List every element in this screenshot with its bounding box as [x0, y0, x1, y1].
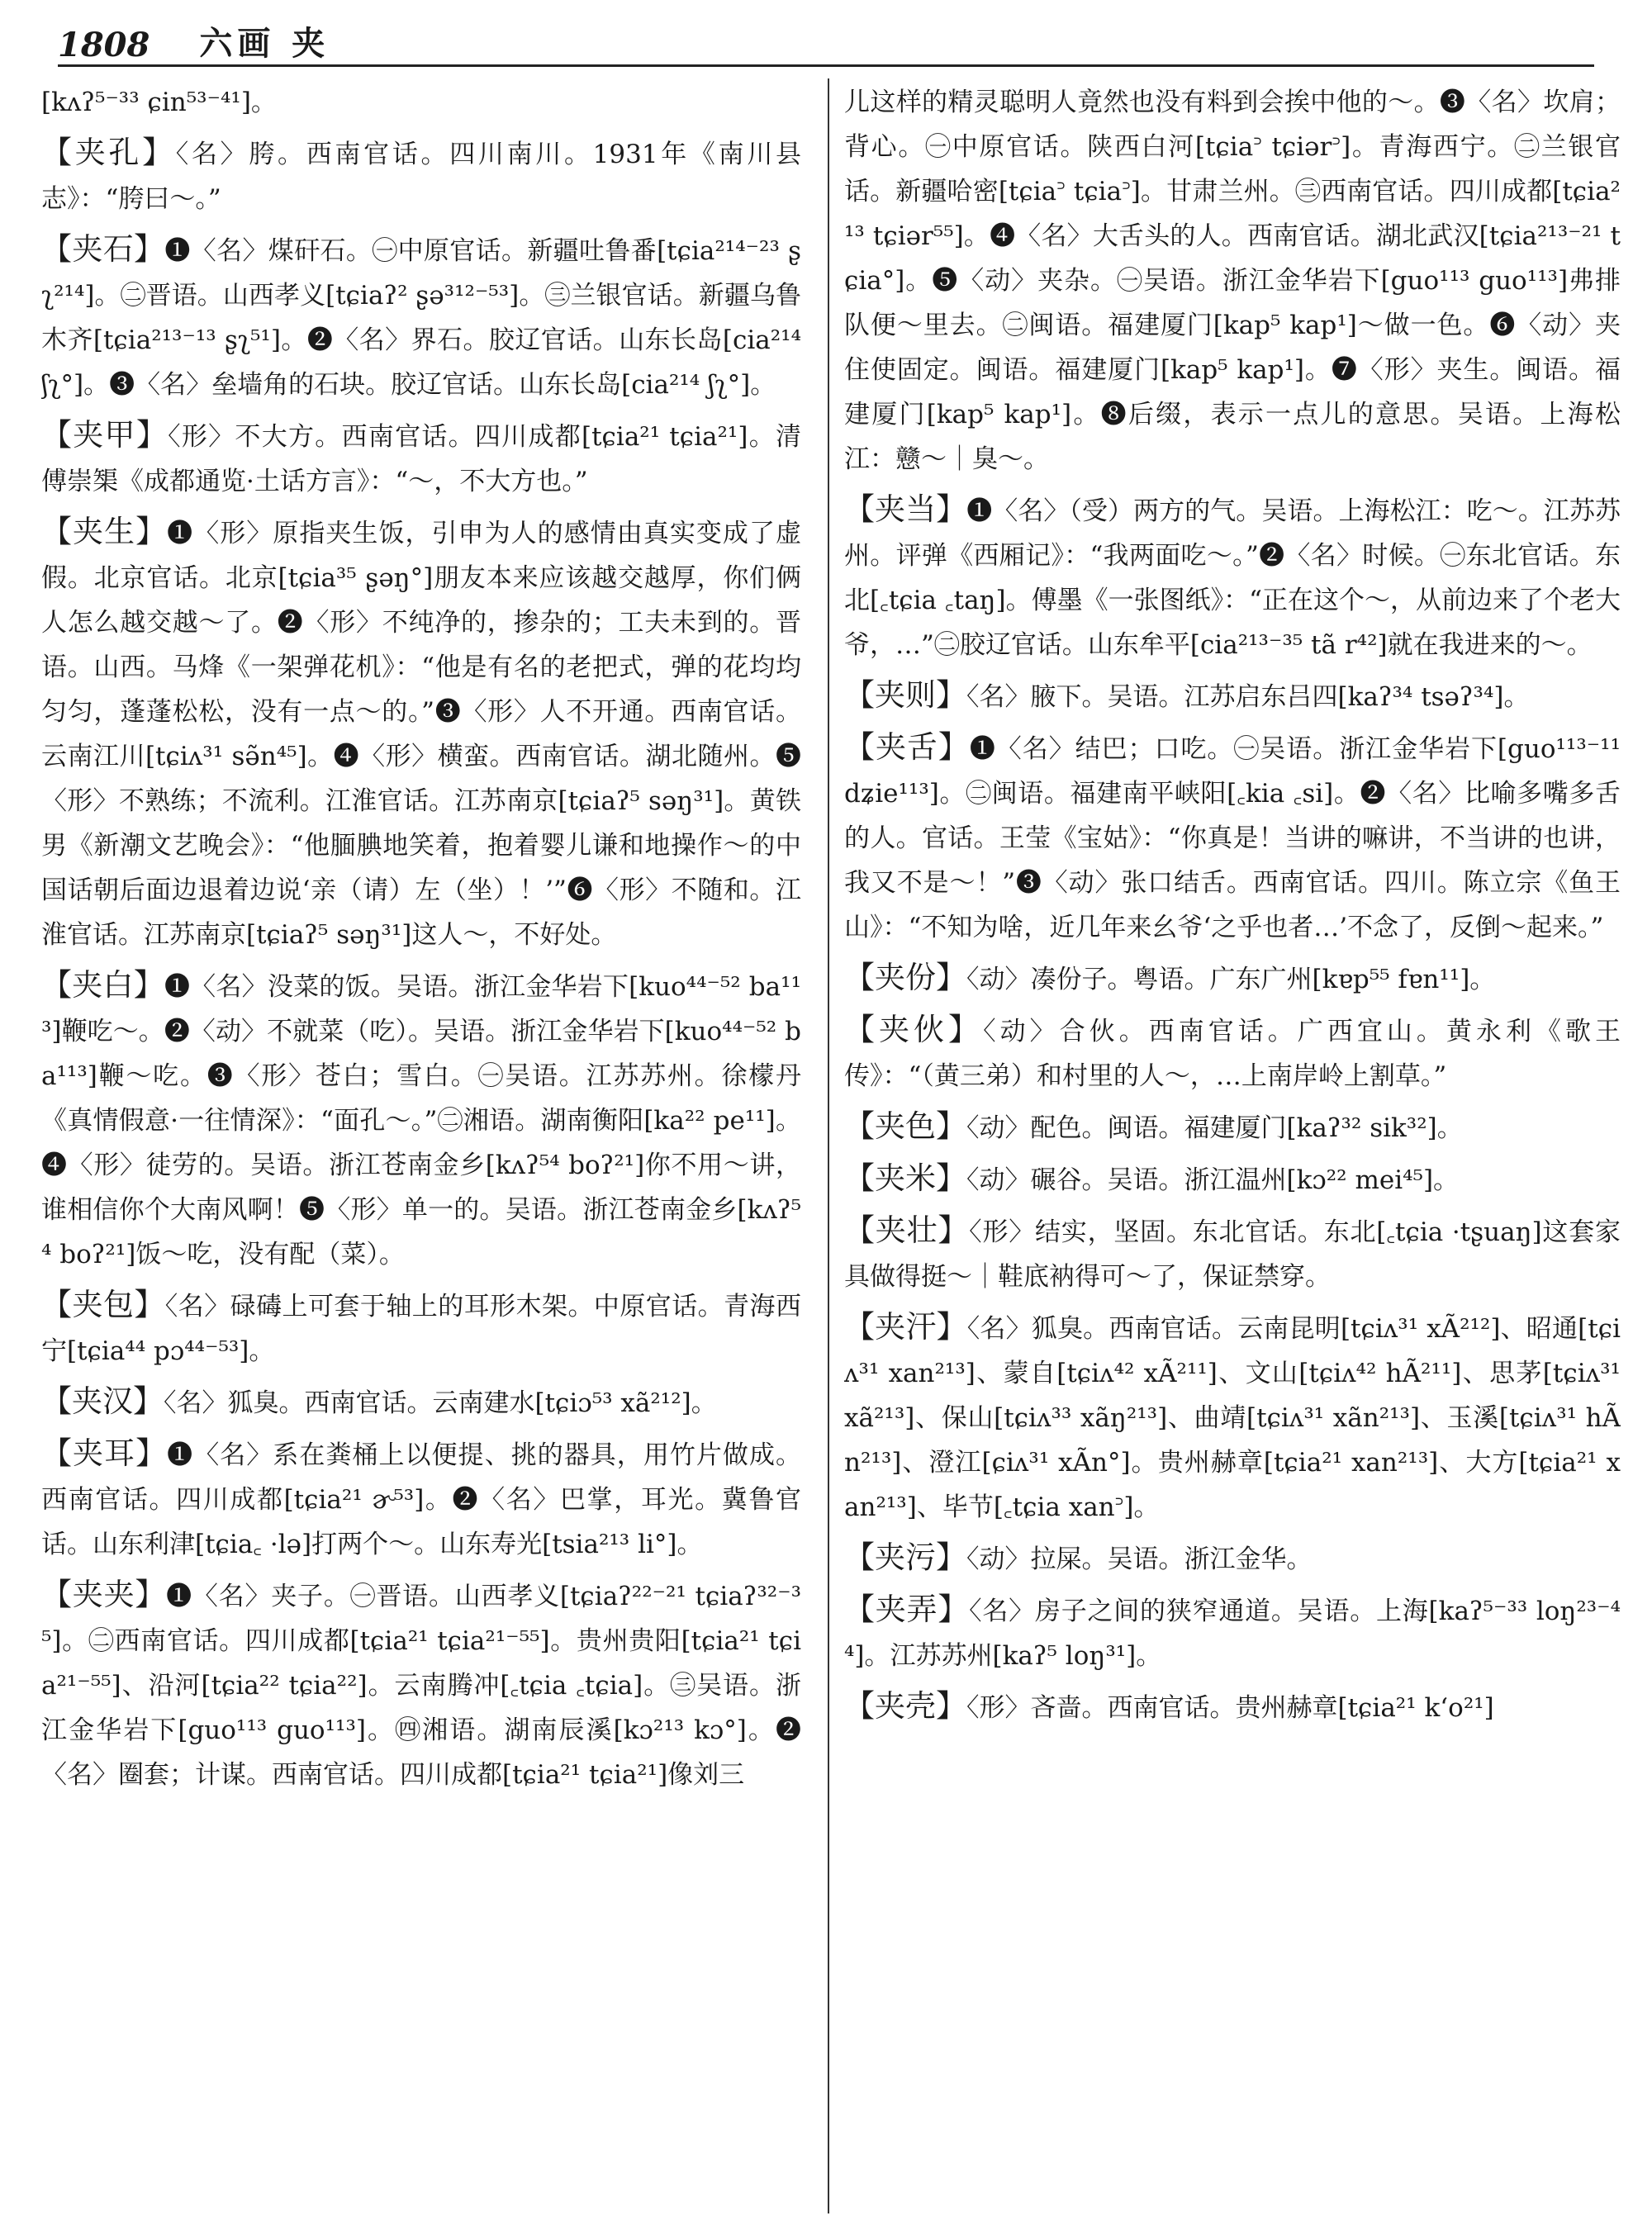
headword: 【夹汉】	[41, 1383, 164, 1419]
dictionary-entry	[41, 413, 801, 504]
dictionary-entry	[844, 1208, 1621, 1299]
entry-definition: 〈名〉狐臭。西南官话。云南建水[tɕiɔ⁵³ xã²¹²]。	[164, 1388, 717, 1418]
entry-definition: ❶〈名〉没菜的饭。吴语。浙江金华岩下[kuo⁴⁴⁻⁵² ba¹¹³]鞭吃～。❷〈动〉不就菜（吃）。吴语。浙江金华岩下[kuo⁴⁴⁻⁵² ba¹¹³]鞭～吃。❸〈形〉苍白；雪白。㊀吴语。江苏苏州。徐檬丹《真情假意·一往情深》：“面孔～。”㊁湘语。湖南衡阳[ka²² pe¹¹]。❹〈形〉徒劳的。吴语。浙江苍南金乡[kʌʔ⁵⁴ boʔ²¹]你不用～讲，谁相信你个大南风啊！❺〈形〉单一的。吴语。浙江苍南金乡[kʌʔ⁵⁴ boʔ²¹]饭～吃，没有配（菜）。	[41, 972, 801, 1269]
running-head: 六画 夹	[199, 24, 330, 63]
entry-definition: 〈名〉房子之间的狭窄通道。吴语。上海[kaʔ⁵⁻³³ loŋ²³⁻⁴⁴]。江苏苏州[kaʔ⁵ loŋ³¹]。	[844, 1597, 1621, 1671]
entry-definition: 〈名〉腋下。吴语。江苏启东吕四[kaʔ³⁴ tsəʔ³⁴]。	[966, 682, 1530, 712]
dictionary-entry	[844, 1535, 1621, 1582]
dictionary-entry	[844, 1684, 1621, 1730]
dictionary-entry	[41, 510, 801, 957]
entry-definition: 〈动〉拉屎。吴语。浙江金华。	[966, 1544, 1313, 1574]
dictionary-entry	[41, 963, 801, 1277]
dictionary-entry	[41, 1283, 801, 1374]
entry-definition: ❶〈名〉（受）两方的气。吴语。上海松江：吃～。江苏苏州。评弹《西厢记》：“我两面吃～。”❷〈名〉时候。㊀东北官话。东北[꜀tɕia ꜀taŋ]。傅墨《一张图纸》：“正在这个～，从前边来了个老大爷，…”㊁胶辽官话。山东牟平[cia²¹³⁻³⁵ tã r⁴²]就在我进来的～。	[844, 496, 1621, 660]
dictionary-entry	[844, 673, 1621, 719]
headword: 【夹壮】	[844, 1212, 970, 1248]
dictionary-entry	[844, 1104, 1621, 1151]
dictionary-entry	[844, 1305, 1621, 1530]
entry-definition: 〈形〉吝啬。西南官话。贵州赫章[tɕia²¹ k‘o²¹]	[966, 1693, 1494, 1723]
entry-definition: ❶〈形〉原指夹生饭，引申为人的感情由真实变成了虚假。北京官话。北京[tɕia³⁵ ʂəŋ°]朋友本来应该越交越厚，你们俩人怎么越交越～了。❷〈形〉不纯净的，掺杂的；工夫未到的。晋语。山西。马烽《一架弹花机》：“他是有名的老把式，弹的花均均匀匀，蓬蓬松松，没有一点～的。”❸〈形〉人不开通。西南官话。云南江川[tɕiʌ³¹ sə̃n⁴⁵]。❹〈形〉横蛮。西南官话。湖北随州。❺〈形〉不熟练；不流利。江淮官话。江苏南京[tɕiaʔ⁵ səŋ³¹]。黄铁男《新潮文艺晚会》：“他腼腆地笑着，抱着婴儿谦和地操作～的中国话朝后面边退着边说‘亲（请）左（坐）！’”❻〈形〉不随和。江淮官话。江苏南京[tɕiaʔ⁵ səŋ³¹]这人～，不好处。	[41, 519, 801, 950]
entry-definition: 〈名〉胯。西南官话。四川南川。1931年《南川县志》：“胯曰～。”	[41, 140, 801, 214]
entry-definition: 〈形〉结实，坚固。东北官话。东北[꜀tɕia ·tʂuaŋ]这套家具做得挺～｜鞋底衲得可～了，保证禁穿。	[844, 1217, 1621, 1292]
headword: 【夹污】	[844, 1540, 966, 1575]
headword: 【夹色】	[844, 1108, 966, 1144]
headword: 【夹汗】	[844, 1309, 967, 1345]
right-column	[844, 78, 1621, 2213]
entry-definition: ❶〈名〉结巴；口吃。㊀吴语。浙江金华岩下[guo¹¹³⁻¹¹ dʑie¹¹³]。㊁闽语。福建南平峡阳[꜀kia ꜀si]。❷〈名〉比喻多嘴多舌的人。官话。王莹《宝姑》：“你真是！当讲的嘛讲，不当讲的也讲，我又不是～！”❸〈动〉张口结舌。西南官话。四川。陈立宗《鱼王山》：“不知为啥，近几年来幺爷‘之乎也者…’不念了，反倒～起来。”	[844, 734, 1621, 942]
dictionary-entry	[844, 956, 1621, 1002]
entry-definition: 〈动〉凑份子。粤语。广东广州[kɐp⁵⁵ fɐn¹¹]。	[966, 965, 1496, 994]
dictionary-entry	[41, 1573, 801, 1797]
dictionary-entry	[41, 78, 801, 125]
left-column	[41, 78, 801, 2213]
headword: 【夹孔】	[41, 135, 176, 170]
headword: 【夹当】	[844, 491, 967, 527]
dictionary-entry	[844, 725, 1621, 950]
headword: 【夹份】	[844, 960, 966, 995]
headword: 【夹甲】	[41, 417, 169, 453]
headword: 【夹耳】	[41, 1435, 168, 1471]
entry-definition: 〈形〉不大方。西南官话。四川成都[tɕia²¹ tɕia²¹]。清傅崇榘《成都通览·土话方言》：“～，不大方也。”	[41, 422, 801, 496]
page-header	[58, 15, 1594, 67]
entry-definition: ❶〈名〉夹子。㊀晋语。山西孝义[tɕiaʔ²²⁻²¹ tɕiaʔ³²⁻³⁵]。㊁西南官话。四川成都[tɕia²¹ tɕia²¹⁻⁵⁵]。贵州贵阳[tɕia²¹ tɕia²¹⁻⁵⁵]、沿河[tɕia²² tɕia²²]。云南腾冲[꜀tɕia ꜀tɕia]。㊂吴语。浙江金华岩下[guo¹¹³ guo¹¹³]。㊃湘语。湖南辰溪[kɔ²¹³ kɔ°]。❷〈名〉圈套；计谋。西南官话。四川成都[tɕia²¹ tɕia²¹]像刘三	[41, 1582, 801, 1790]
headword: 【夹石】	[41, 231, 165, 267]
entry-definition: 〈动〉合伙。西南官话。广西宜山。黄永利《歌王传》：“（黄三弟）和村里的人～，…上南岸岭上割草。”	[844, 1017, 1621, 1091]
headword: 【夹伙】	[844, 1012, 984, 1047]
dictionary-entry	[844, 78, 1621, 482]
entry-definition: 儿这样的精灵聪明人竟然也没有料到会挨中他的～。❸〈名〉坎肩；背心。㊀中原官话。陕西白河[tɕia꜄ tɕiər꜄]。青海西宁。㊁兰银官话。新疆哈密[tɕia꜄ tɕia꜄]。甘肃兰州。㊂西南官话。四川成都[tɕia²¹³ tɕiər⁵⁵]。❹〈名〉大舌头的人。西南官话。湖北武汉[tɕia²¹³⁻²¹ tɕia°]。❺〈动〉夹杂。㊀吴语。浙江金华岩下[guo¹¹³ guo¹¹³]弗排队便～里去。㊁闽语。福建厦门[kap⁵ kap¹]～做一色。❻〈动〉夹住使固定。闽语。福建厦门[kap⁵ kap¹]。❼〈形〉夹生。闽语。福建厦门[kap⁵ kap¹]。❽后缀，表示一点儿的意思。吴语。上海松江：戆～｜臭～。	[844, 88, 1621, 474]
entry-definition: 〈名〉碌碡上可套于轴上的耳形木架。中原官话。青海西宁[tɕia⁴⁴ pɔ⁴⁴⁻⁵³]。	[41, 1292, 801, 1366]
dictionary-entry	[844, 1156, 1621, 1203]
headword: 【夹生】	[41, 514, 168, 549]
headword: 【夹则】	[844, 677, 966, 713]
headword: 【夹壳】	[844, 1688, 966, 1724]
entry-definition: ❶〈名〉系在粪桶上以便提、挑的器具，用竹片做成。西南官话。四川成都[tɕia²¹ ɚ⁵³]。❷〈名〉巴掌，耳光。冀鲁官话。山东利津[tɕia꜀ ·lə]打两个～。山东寿光[tsia²¹³ li°]。	[41, 1440, 801, 1559]
headword: 【夹弄】	[844, 1592, 970, 1627]
headword: 【夹包】	[41, 1287, 165, 1322]
headword: 【夹米】	[844, 1160, 966, 1196]
headword: 【夹夹】	[41, 1577, 167, 1612]
entry-definition: [kʌʔ⁵⁻³³ ɕin⁵³⁻⁴¹]。	[41, 88, 277, 117]
column-divider	[828, 78, 829, 2213]
entry-definition: ❶〈名〉煤矸石。㊀中原官话。新疆吐鲁番[tɕia²¹⁴⁻²³ ʂʅ²¹⁴]。㊁晋语。山西孝义[tɕiaʔ² ʂə³¹²⁻⁵³]。㊂兰银官话。新疆乌鲁木齐[tɕia²¹³⁻¹³ ʂʅ⁵¹]。❷〈名〉界石。胶辽官话。山东长岛[cia²¹⁴ ʃʅ°]。❸〈名〉垒墙角的石块。胶辽官话。山东长岛[cia²¹⁴ ʃʅ°]。	[41, 236, 801, 400]
entry-definition: 〈动〉配色。闽语。福建厦门[kaʔ³² sik³²]。	[966, 1113, 1463, 1143]
dictionary-entry	[844, 1587, 1621, 1678]
dictionary-entry	[41, 1431, 801, 1567]
dictionary-entry	[844, 487, 1621, 667]
headword: 【夹舌】	[844, 729, 970, 765]
dictionary-entry	[41, 227, 801, 407]
headword: 【夹白】	[41, 967, 164, 1003]
dictionary-entry	[41, 130, 801, 221]
entry-definition: 〈动〉碾谷。吴语。浙江温州[kɔ²² mei⁴⁵]。	[966, 1165, 1460, 1195]
dictionary-entry	[844, 1008, 1621, 1098]
dictionary-entry	[41, 1379, 801, 1426]
page-number: 1808	[58, 26, 150, 64]
entry-definition: 〈名〉狐臭。西南官话。云南昆明[tɕiʌ³¹ xÃ²¹²]、昭通[tɕiʌ³¹ xan²¹³]、蒙自[tɕiʌ⁴² xÃ²¹¹]、文山[tɕiʌ⁴² hÃ²¹¹]、思茅[tɕiʌ³¹ xã²¹³]、保山[tɕiʌ³³ xãŋ²¹³]、曲靖[tɕiʌ³¹ xãn²¹³]、玉溪[tɕiʌ³¹ hÃn²¹³]、澄江[ɕiʌ³¹ xÃn°]。贵州赫章[tɕia²¹ xan²¹³]、大方[tɕia²¹ xan²¹³]、毕节[꜀tɕia xan꜄]。	[844, 1314, 1621, 1522]
